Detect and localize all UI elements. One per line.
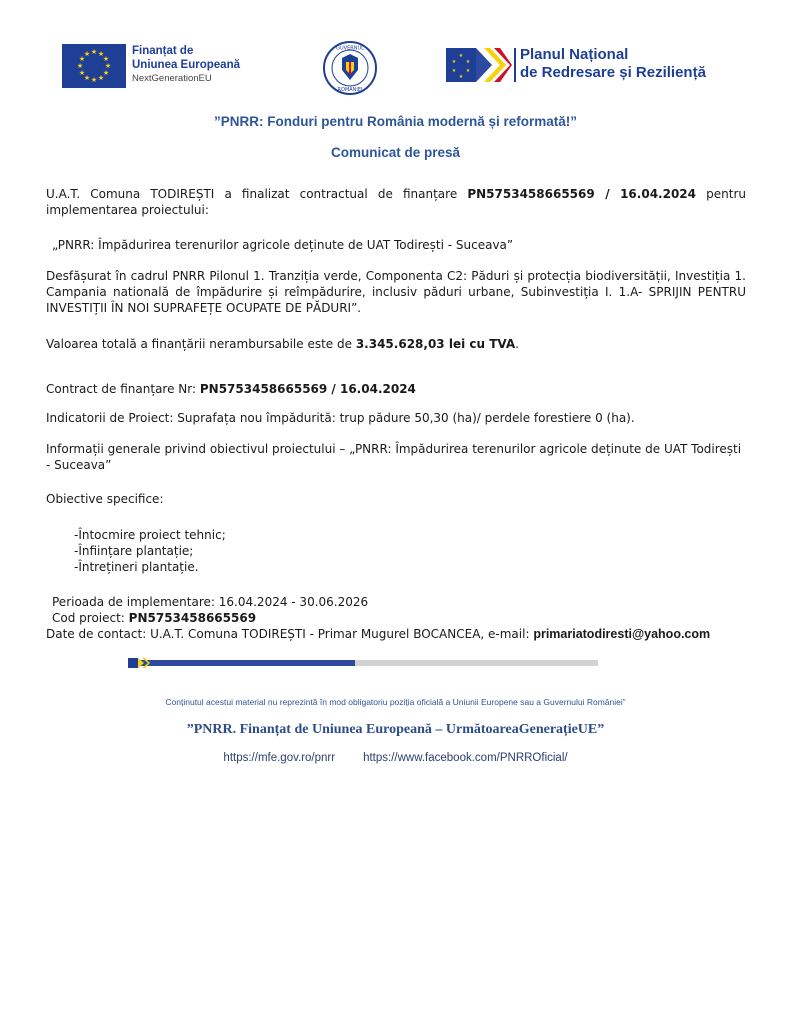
svg-text:★: ★: [458, 53, 464, 59]
pnrr-logo: [446, 46, 736, 86]
contract-number: [46, 381, 746, 397]
link-mfe[interactable]: https://mfe.gov.ro/pnrr: [223, 752, 336, 764]
svg-text:★: ★: [465, 68, 471, 74]
project-title: „PNRR: Împădurirea terenurilor agricole deținute de UAT Todirești - Suceava”: [52, 238, 514, 252]
romania-coat-of-arms-seal-icon: [322, 40, 378, 96]
intro-contract-ref: PN5753458665569 / 16.04.2024: [467, 187, 697, 201]
project-code: [52, 610, 752, 626]
footer-slogan: ”PNRR. Finanțat de Uniunea Europeană – UrmătoareaGenerațieUE”: [186, 722, 605, 737]
svg-text:★: ★: [90, 48, 98, 56]
svg-text:★: ★: [104, 62, 112, 70]
contract-value: PN5753458665569 / 16.04.2024: [199, 382, 416, 396]
eu-flag-icon: [62, 44, 126, 88]
svg-text:★: ★: [451, 59, 457, 65]
code-label: Cod proiect:: [52, 611, 129, 625]
general-info-paragraph: Informații generale privind obiectivul proiectului – „PNRR: Împădurirea terenurilor agricole deținute de UAT Todirești - Suceava”: [46, 442, 742, 472]
svg-text:★: ★: [97, 50, 105, 58]
svg-text:ROMÂNIEI: ROMÂNIEI: [337, 87, 363, 93]
svg-text:★: ★: [97, 74, 105, 82]
program-context-paragraph: Desfășurat în cadrul PNRR Pilonul 1. Tranziția verde, Componenta C2: Păduri și protecția biodiversității, Investiția 1. Campania natională de împădurire și reîmpădurire, inclusiv păduri urbane, Subinvestiția I. 1.A- SPRIJIN PENTRU INVESTIȚII ÎN NOI SUPRAFEȚE OCUPATE DE PĂDURI”.: [46, 269, 746, 315]
link-facebook[interactable]: https://www.facebook.com/PNRROficial/: [363, 752, 568, 764]
svg-text:★: ★: [458, 74, 464, 80]
contact-details: [46, 626, 756, 642]
svg-text:★: ★: [78, 55, 86, 63]
svg-text:★: ★: [90, 76, 98, 84]
contact-email[interactable]: primariatodiresti@yahoo.com: [533, 627, 711, 641]
campaign-slogan: ”PNRR: Fonduri pentru România modernă și reformată!”: [213, 114, 578, 129]
list-item: -Înființare plantație;: [74, 544, 194, 558]
objectives-heading: Obiective specifice:: [46, 492, 164, 506]
svg-text:★: ★: [451, 68, 457, 74]
pnrr-logo-line2: de Redresare și Reziliență: [520, 64, 706, 81]
funding-value-amount: 3.345.628,03 lei cu TVA: [355, 337, 516, 351]
funding-value-suffix: .: [515, 337, 519, 351]
svg-text:★: ★: [102, 69, 110, 77]
list-item: -Întrețineri plantație.: [74, 560, 199, 574]
svg-text:GUVERNUL: GUVERNUL: [336, 45, 364, 52]
funding-value: [46, 336, 746, 352]
project-indicators: Indicatorii de Proiect: Suprafața nou împădurită: trup pădure 50,30 (ha)/ perdele forestiere 0 (ha).: [46, 411, 635, 425]
footer-flag-icon: [128, 658, 150, 668]
svg-text:★: ★: [102, 55, 110, 63]
svg-text:★: ★: [83, 74, 91, 82]
footer-disclaimer: Conținutul acestui material nu reprezintă în mod obligatoriu poziția oficială a Uniunii Europene sau a Guvernului României”: [165, 697, 626, 707]
svg-text:★: ★: [83, 50, 91, 58]
footer-links: [0, 752, 791, 764]
list-item: -Întocmire proiect tehnic;: [74, 528, 226, 542]
contract-label: Contract de finanțare Nr:: [46, 382, 200, 396]
footer-divider-bar: [128, 660, 598, 666]
intro-text-after: pentru implementarea proiectului:: [46, 187, 746, 217]
period-label: Perioada de implementare:: [52, 595, 219, 609]
eu-logo-line1: Finanțat de: [132, 45, 194, 57]
romanian-government-seal: [322, 40, 378, 96]
period-value: 16.04.2024 - 30.06.2026: [218, 595, 369, 609]
funding-value-label: Valoarea totală a finanțării nerambursabile este de: [46, 337, 356, 351]
objectives-list: [74, 527, 474, 575]
implementation-period: [52, 594, 752, 610]
eu-funding-logo: [62, 44, 262, 88]
contact-label: Date de contact: U.A.T. Comuna TODIREȘTI - Primar Mugurel BOCANCEA, e-mail:: [46, 627, 534, 641]
eu-logo-line3: NextGenerationEU: [132, 73, 212, 84]
svg-text:★: ★: [465, 59, 471, 65]
eu-flag-arrow-mark-icon: [446, 48, 512, 82]
svg-text:★: ★: [78, 69, 86, 77]
press-release-title: Comunicat de presă: [330, 145, 461, 160]
svg-text:★: ★: [76, 62, 84, 70]
eu-logo-line2: Uniunea Europeană: [132, 59, 240, 71]
intro-paragraph: [46, 186, 746, 218]
pnrr-logo-line1: Planul Național: [520, 46, 629, 63]
intro-text-before: U.A.T. Comuna TODIREȘTI a finalizat contractual de finanțare: [46, 187, 468, 201]
footer-bar-blue-segment: [128, 660, 355, 666]
code-value: PN5753458665569: [128, 611, 257, 625]
